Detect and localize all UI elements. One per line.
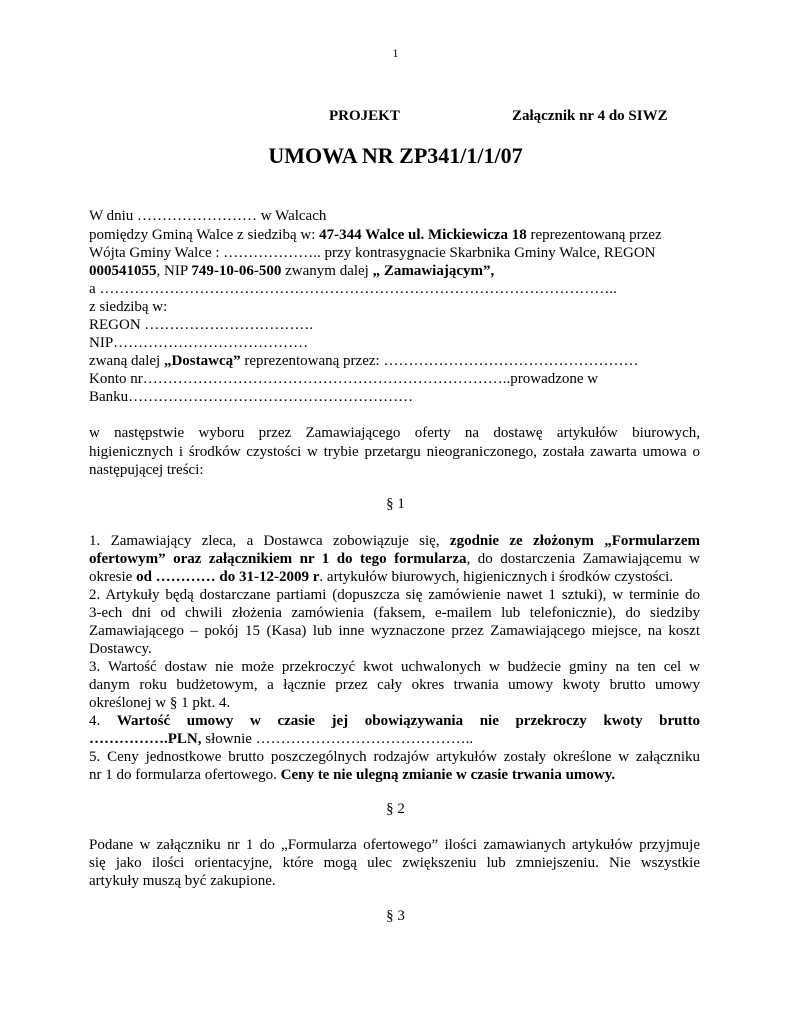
s1-p3-line-3: określonej w § 1 pkt. 4. [89,695,231,711]
s1-p3-line-1: 3. Wartość dostaw nie może przekroczyć kwot uchwalonych w budżecie gminy na ten cel w [89,659,700,675]
s2-line-2: się jako ilości orientacyjne, które mogą ulec zwiększeniu lub zmniejszeniu. Nie wszystkie [89,855,700,871]
intro-line-2: higienicznych i środków czystości w trybie przetargu nieograniczonego, została zawarta umowa o [89,444,700,460]
intro-line-3: następującej treści: [89,462,204,478]
s1-p2-line-2: 3-ech dni od chwili złożenia zamówienia (faksem, e-mailem lub telefonicznie), do siedziby [89,605,700,621]
party-line-11: Banku………………………………………………… [89,389,414,405]
section-3-heading: § 3 [386,908,405,924]
s1-p1-line-3: okresie od ………… do 31-12-2009 r. artykułów biurowych, higienicznych i środków czystości. [89,569,674,585]
party-line-9: zwaną dalej „Dostawcą” reprezentowaną przez: …………………………………………… [89,353,639,369]
section-1-heading: § 1 [386,496,405,512]
party-line-2: pomiędzy Gminą Walce z siedzibą w: 47-344 Walce ul. Mickiewicza 18 reprezentowaną przez [89,227,662,243]
date-line: W dniu …………………… w Walcach [89,208,327,224]
party-line-4: 000541055, NIP 749-10-06-500 zwanym dalej „ Zamawiającym”, [89,263,495,279]
s1-p5-line-2: nr 1 do formularza ofertowego. Ceny te nie ulegną zmianie w czasie trwania umowy. [89,767,616,783]
s1-p3-line-2: danym roku budżetowym, a łącznie przez cały okres trwania umowy kwoty brutto umowy [89,677,700,693]
intro-line-1: w następstwie wyboru przez Zamawiającego oferty na dostawę artykułów biurowych, [89,425,700,441]
s1-p2-line-3: Zamawiającego – pokój 15 (Kasa) lub inne wyznaczone przez Zamawiającego miejsce, na koszt [89,623,700,639]
s1-p4-line-1: 4. Wartość umowy w czasie jej obowiązywania nie przekroczy kwoty brutto [89,713,700,729]
party-line-10: Konto nr………………………………………………………………..prowadzone w [89,371,599,387]
s1-p5-line-1: 5. Ceny jednostkowe brutto poszczególnych rodzajów artykułów zostały określone w załączniku [89,749,700,765]
s1-p2-line-1: 2. Artykuły będą dostarczane partiami (dopuszcza się zamówienie nawet 1 sztuki), w terminie do [89,587,700,603]
s1-p1-line-1: 1. Zamawiający zleca, a Dostawca zobowiązuje się, zgodnie ze złożonym „Formularzem [89,533,700,549]
party-line-3: Wójta Gminy Walce : ……………….. przy kontrasygnacie Skarbnika Gminy Walce, REGON [89,245,656,261]
section-2-heading: § 2 [386,801,405,817]
s2-line-3: artykuły muszą być zakupione. [89,873,276,889]
page-number: 1 [392,46,399,60]
document-title: UMOWA NR ZP341/1/1/07 [268,143,523,168]
party-line-8: NIP………………………………… [89,335,309,351]
s1-p1-line-2: ofertowym” oraz załącznikiem nr 1 do tego formularza, do dostarczenia Zamawiającemu w [89,551,700,567]
party-line-5: a ………………………………………………………………………………………….. [89,281,617,297]
s2-line-1: Podane w załączniku nr 1 do „Formularza ofertowego” ilości zamawianych artykułów przyjmuje [89,837,700,853]
projekt-label: PROJEKT [329,108,400,124]
party-line-6: z siedzibą w: [89,299,168,315]
party-line-7: REGON ……………………………. [89,317,314,333]
s1-p4-line-2: …………….PLN, słownie …………………………………….. [89,731,474,747]
attachment-label: Załącznik nr 4 do SIWZ [512,108,668,124]
s1-p2-line-4: Dostawcy. [89,641,152,657]
